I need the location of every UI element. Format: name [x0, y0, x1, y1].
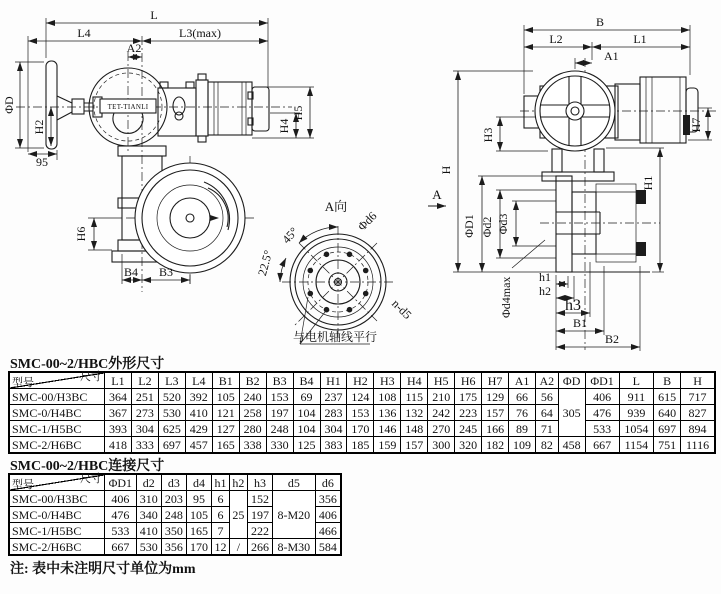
dim-B1: B1: [572, 316, 588, 330]
dimension-value-cell: 124: [347, 389, 374, 405]
dim-B2: B2: [604, 332, 620, 346]
view-a-note: 与电机轴线平行: [292, 330, 378, 344]
dimension-value-cell: 827: [681, 405, 715, 421]
dimension-value-cell: 71: [536, 421, 559, 437]
dimension-value-cell: 242: [428, 405, 455, 421]
dimension-value-cell: 125: [293, 437, 320, 454]
corner-dim-label: 尺寸: [80, 371, 102, 383]
dimension-value-cell: 127: [212, 421, 239, 437]
dimension-value-cell: 280: [239, 421, 266, 437]
column-header: h3: [247, 474, 272, 491]
dimension-value-cell: 248: [266, 421, 293, 437]
dimension-value-cell: 939: [619, 405, 654, 421]
dimension-value-cell: 410: [136, 523, 161, 539]
column-header: H5: [428, 372, 455, 389]
dim-h3: h3: [565, 297, 581, 314]
dim-45deg: 45°: [279, 224, 301, 247]
dim-L4: L4: [77, 26, 91, 40]
dimension-value-cell: 625: [158, 421, 185, 437]
dimension-value-cell: 203: [161, 491, 186, 507]
column-header: ΦD: [558, 372, 585, 389]
dimension-value-cell: 393: [105, 421, 132, 437]
dimension-value-cell: 270: [428, 421, 455, 437]
dimension-value-cell: 251: [131, 389, 158, 405]
column-header: B1: [212, 372, 239, 389]
connection-header-row: [9, 474, 341, 491]
dimension-value-cell: 104: [293, 405, 320, 421]
dimension-value-cell: 305: [558, 389, 585, 437]
dimension-value-cell: 667: [105, 539, 137, 556]
dim-H4: H4: [277, 118, 291, 134]
dimension-value-cell: /: [229, 539, 247, 556]
dimension-value-cell: 170: [186, 539, 211, 556]
right-front-view: [428, 15, 716, 351]
dimension-value-cell: 165: [186, 523, 211, 539]
dim-n-d5: n-d5: [389, 296, 415, 322]
dimension-value-cell: 6: [212, 507, 230, 523]
dimension-value-cell: 717: [681, 389, 715, 405]
dimension-value-cell: 304: [320, 421, 347, 437]
dimension-value-cell: 165: [212, 437, 239, 454]
output-flange-section: [542, 149, 650, 272]
dim-L1: L1: [633, 32, 647, 46]
dimension-value-cell: 148: [401, 421, 428, 437]
actuator-body: [89, 68, 167, 146]
dim-H2: H2: [32, 119, 46, 135]
dimension-value-cell: 283: [320, 405, 347, 421]
dimension-value-cell: 367: [105, 405, 132, 421]
dimension-value-cell: 667: [585, 437, 619, 454]
dimension-value-cell: 69: [293, 389, 320, 405]
model-cell: SMC-1/H5BC: [9, 523, 105, 539]
right-view-dimensions: [439, 15, 712, 351]
dimension-value-cell: 350: [161, 523, 186, 539]
column-header: L2: [131, 372, 158, 389]
dimension-value-cell: 109: [509, 437, 536, 454]
connection-table-title: SMC-00~2/HBC连接尺寸: [10, 459, 165, 474]
model-cell: SMC-2/H6BC: [9, 437, 105, 454]
dimension-value-cell: 457: [185, 437, 212, 454]
dimension-value-cell: 108: [374, 389, 401, 405]
dimension-value-cell: 185: [347, 437, 374, 454]
dimension-value-cell: 356: [315, 491, 341, 507]
model-cell: SMC-2/H6BC: [9, 539, 105, 556]
dimension-value-cell: 153: [347, 405, 374, 421]
dimension-value-cell: 429: [185, 421, 212, 437]
dimension-value-cell: 136: [374, 405, 401, 421]
dimension-value-cell: 584: [315, 539, 341, 556]
dimension-value-cell: 530: [136, 539, 161, 556]
column-header: d3: [161, 474, 186, 491]
dimension-value-cell: 152: [247, 491, 272, 507]
dim-H7: H7: [689, 117, 703, 133]
dimension-value-cell: 222: [247, 523, 272, 539]
corner-cell: [9, 372, 105, 389]
dim-B4: B4: [123, 265, 139, 279]
handwheel-side: [46, 61, 102, 149]
column-header: H4: [401, 372, 428, 389]
column-header: L3: [158, 372, 185, 389]
column-header: H6: [455, 372, 482, 389]
dimension-value-cell: 129: [482, 389, 509, 405]
corner-model-label: 型号: [12, 377, 34, 389]
dimension-value-cell: 248: [161, 507, 186, 523]
column-header: L: [619, 372, 654, 389]
view-direction-label: A: [432, 187, 442, 202]
dimension-value-cell: 8-M30: [273, 539, 316, 556]
dimension-value-cell: 410: [185, 405, 212, 421]
dim-22p5deg: 22.5°: [255, 248, 276, 278]
dimension-value-cell: 182: [482, 437, 509, 454]
dimension-value-cell: 121: [212, 405, 239, 421]
dim-B: B: [595, 15, 605, 29]
dimension-value-cell: 132: [401, 405, 428, 421]
model-cell: SMC-00/H3BC: [9, 389, 105, 405]
dim-H6: H6: [74, 226, 88, 242]
dimension-value-cell: 751: [654, 437, 681, 454]
dimension-value-cell: 530: [158, 405, 185, 421]
dim-phid3: Φd3: [496, 213, 510, 235]
dim-h1: h1: [539, 270, 551, 284]
column-header: L4: [185, 372, 212, 389]
handwheel-front: [535, 71, 615, 151]
dim-phiD: ΦD: [2, 96, 16, 114]
column-header: H7: [482, 372, 509, 389]
dimension-value-cell: 330: [266, 437, 293, 454]
unit-note: 注: 表中未注明尺寸单位为mm: [10, 562, 196, 577]
dimension-value-cell: 197: [247, 507, 272, 523]
dimension-value-cell: 894: [681, 421, 715, 437]
dim-phiD1: ΦD1: [462, 214, 476, 238]
dimension-value-cell: 146: [374, 421, 401, 437]
outline-header-row: [9, 372, 715, 389]
dimension-value-cell: 300: [428, 437, 455, 454]
dimension-value-cell: 25: [229, 491, 247, 539]
table-row: [9, 405, 715, 421]
table-row: [9, 491, 341, 507]
dimension-value-cell: 304: [131, 421, 158, 437]
dimension-value-cell: 533: [105, 523, 137, 539]
column-header: B2: [239, 372, 266, 389]
column-header: B4: [293, 372, 320, 389]
dimension-value-cell: 157: [401, 437, 428, 454]
brand-label: TET-TIANLI: [107, 103, 149, 111]
column-header: d2: [136, 474, 161, 491]
view-a-title: A向: [324, 199, 348, 214]
dimension-value-cell: 615: [654, 389, 681, 405]
dimension-value-cell: 466: [315, 523, 341, 539]
corner-dim-label: 尺寸: [80, 473, 102, 485]
dimension-value-cell: 105: [212, 389, 239, 405]
dimension-value-cell: 240: [239, 389, 266, 405]
dimension-value-cell: 105: [186, 507, 211, 523]
dim-L: L: [150, 8, 158, 22]
dim-95: 95: [36, 155, 48, 169]
dimension-value-cell: 911: [619, 389, 654, 405]
model-cell: SMC-00/H3BC: [9, 491, 105, 507]
dimension-value-cell: 95: [186, 491, 211, 507]
dimension-value-cell: 153: [266, 389, 293, 405]
dimension-value-cell: 520: [158, 389, 185, 405]
outline-table-title: SMC-00~2/HBC外形尺寸: [10, 357, 165, 372]
dim-A1: A1: [604, 49, 619, 63]
dimension-value-cell: 210: [428, 389, 455, 405]
dimension-value-cell: 458: [558, 437, 585, 454]
dimension-value-cell: 245: [455, 421, 482, 437]
dimension-value-cell: 310: [136, 491, 161, 507]
model-cell: SMC-0/H4BC: [9, 405, 105, 421]
dimension-value-cell: 223: [455, 405, 482, 421]
dimension-value-cell: 76: [509, 405, 536, 421]
dimension-value-cell: 170: [347, 421, 374, 437]
dimension-value-cell: 175: [455, 389, 482, 405]
dimension-value-cell: 157: [482, 405, 509, 421]
column-header: A1: [509, 372, 536, 389]
dimension-value-cell: 273: [131, 405, 158, 421]
dimension-value-cell: 1116: [681, 437, 715, 454]
column-header: B: [654, 372, 681, 389]
column-header: d5: [273, 474, 316, 491]
dim-A2: A2: [126, 41, 142, 55]
column-header: A2: [536, 372, 559, 389]
dim-L2: L2: [549, 32, 563, 46]
dimension-value-cell: 82: [536, 437, 559, 454]
dimension-value-cell: 159: [374, 437, 401, 454]
dimension-value-cell: 258: [239, 405, 266, 421]
table-row: [9, 437, 715, 454]
column-header: H3: [374, 372, 401, 389]
dim-H5: H5: [291, 105, 305, 121]
column-header: d6: [315, 474, 341, 491]
dimension-value-cell: 406: [585, 389, 619, 405]
dimension-value-cell: 6: [212, 491, 230, 507]
gear-housing: [112, 146, 245, 273]
column-header: H: [681, 372, 715, 389]
dimension-value-cell: 266: [247, 539, 272, 556]
column-header: H1: [320, 372, 347, 389]
dimension-value-cell: 166: [482, 421, 509, 437]
column-header: h1: [212, 474, 230, 491]
dimension-value-cell: 338: [239, 437, 266, 454]
dim-phid2: Φd2: [480, 216, 494, 238]
column-header: h2: [229, 474, 247, 491]
dim-H: H: [439, 165, 453, 175]
dimension-value-cell: 115: [401, 389, 428, 405]
dim-H3: H3: [481, 127, 495, 143]
model-cell: SMC-0/H4BC: [9, 507, 105, 523]
motor-side: [158, 74, 269, 142]
column-header: H2: [347, 372, 374, 389]
dimension-value-cell: 197: [266, 405, 293, 421]
table-row: [9, 421, 715, 437]
dimension-value-cell: 89: [509, 421, 536, 437]
dimension-value-cell: 8-M20: [273, 491, 316, 539]
dimension-value-cell: 237: [320, 389, 347, 405]
dimension-value-cell: 697: [654, 421, 681, 437]
dimension-value-cell: 320: [455, 437, 482, 454]
view-a: [255, 199, 415, 344]
table-row: [9, 389, 715, 405]
dim-phid6: Φd6: [354, 208, 380, 234]
left-side-view: [2, 8, 314, 292]
table-row: [9, 539, 341, 556]
dimension-value-cell: 697: [158, 437, 185, 454]
corner-model-label: 型号: [12, 479, 34, 491]
dim-phid4max: Φd4max: [499, 276, 513, 318]
dimension-value-cell: 383: [320, 437, 347, 454]
dim-h2: h2: [539, 284, 551, 298]
dimension-value-cell: 418: [105, 437, 132, 454]
dimension-value-cell: 476: [105, 507, 137, 523]
column-header: L1: [105, 372, 132, 389]
dimension-value-cell: 12: [212, 539, 230, 556]
outline-dimensions-table: [8, 371, 716, 454]
dimension-value-cell: 392: [185, 389, 212, 405]
dimension-value-cell: 7: [212, 523, 230, 539]
dimension-value-cell: 64: [536, 405, 559, 421]
dim-L3max: L3(max): [179, 26, 221, 40]
corner-cell: [9, 474, 105, 491]
dimension-value-cell: 66: [509, 389, 536, 405]
dimension-value-cell: 406: [315, 507, 341, 523]
dimension-value-cell: 1054: [619, 421, 654, 437]
column-header: ΦD1: [105, 474, 137, 491]
dimension-value-cell: 406: [105, 491, 137, 507]
dimension-value-cell: 476: [585, 405, 619, 421]
connection-dimensions-table: [8, 473, 342, 556]
dimension-value-cell: 333: [131, 437, 158, 454]
model-cell: SMC-1/H5BC: [9, 421, 105, 437]
dimension-value-cell: 56: [536, 389, 559, 405]
dim-H1: H1: [641, 175, 655, 191]
dimension-value-cell: 533: [585, 421, 619, 437]
column-header: ΦD1: [585, 372, 619, 389]
column-header: B3: [266, 372, 293, 389]
dimension-value-cell: 364: [105, 389, 132, 405]
dim-B3: B3: [158, 265, 174, 279]
dimension-value-cell: 340: [136, 507, 161, 523]
dimension-value-cell: 1154: [619, 437, 654, 454]
dimension-value-cell: 640: [654, 405, 681, 421]
dimension-value-cell: 356: [161, 539, 186, 556]
dimension-value-cell: 104: [293, 421, 320, 437]
column-header: d4: [186, 474, 211, 491]
